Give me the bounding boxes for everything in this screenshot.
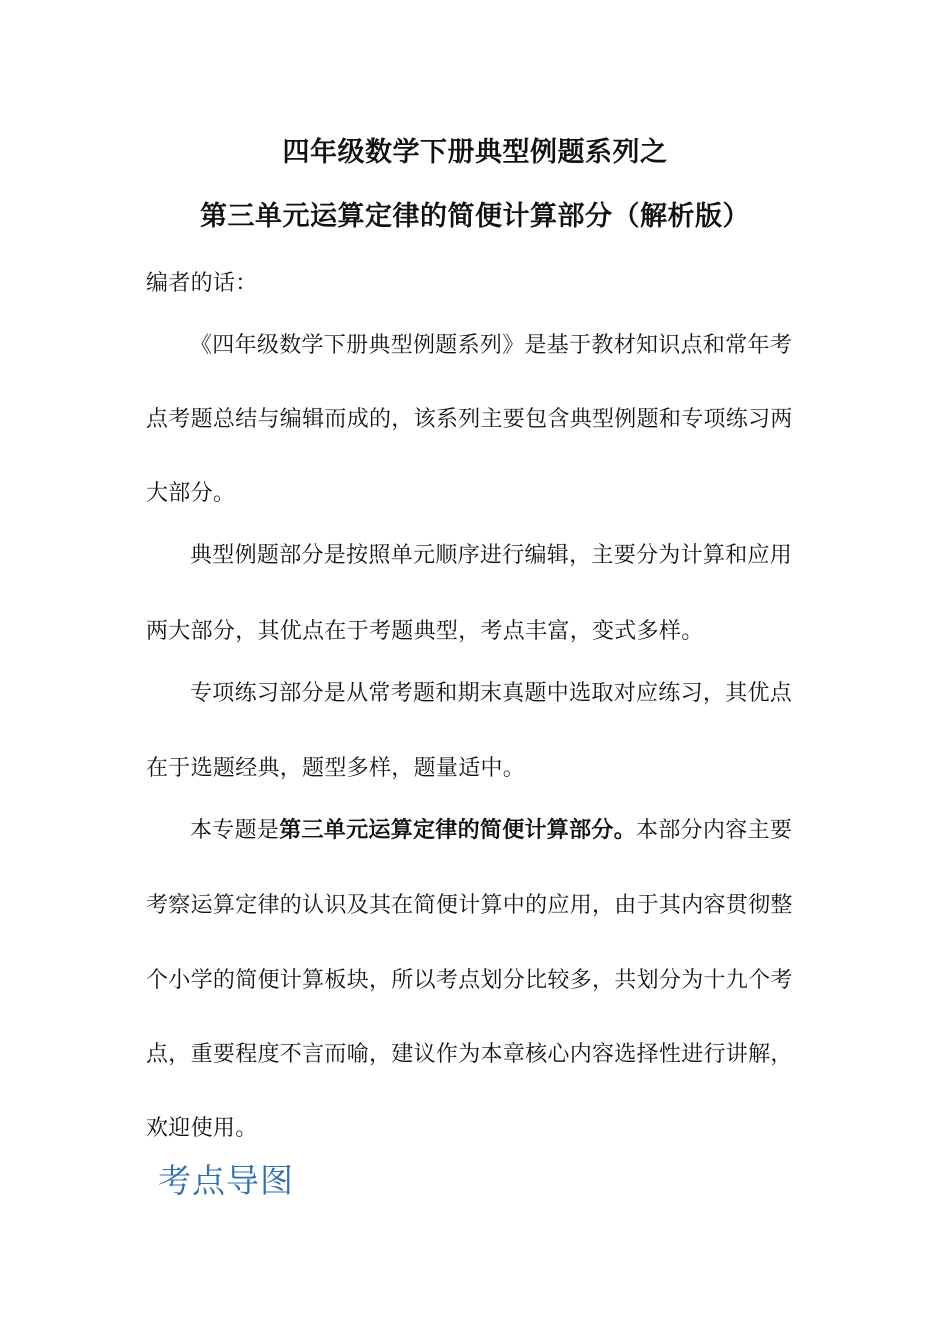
paragraph-4-emphasis: 第三单元运算定律的简便计算部分。 — [279, 818, 637, 843]
paragraph-4-line-5: 欢迎使用。 — [146, 1116, 258, 1141]
paragraph-4-suffix: 本部分内容主要 — [636, 818, 793, 843]
paragraph-2-line-1: 典型例题部分是按照单元顺序进行编辑，主要分为计算和应用 — [190, 543, 793, 568]
paragraph-1-line-1: 《四年级数学下册典型例题系列》是基于教材知识点和常年考 — [190, 333, 793, 358]
paragraph-4-line-2: 考察运算定律的认识及其在简便计算中的应用，由于其内容贯彻整 — [146, 893, 793, 918]
paragraph-3-line-1: 专项练习部分是从常考题和期末真题中选取对应练习，其优点 — [190, 681, 793, 706]
paragraph-4-line-3: 个小学的简便计算板块，所以考点划分比较多，共划分为十九个考 — [146, 968, 793, 993]
section-heading: 考点导图 — [158, 1161, 294, 1200]
paragraph-4-line-1 — [190, 816, 792, 846]
preface-label: 编者的话： — [146, 271, 258, 296]
paragraph-4-prefix: 本专题是 — [190, 818, 280, 843]
paragraph-2-line-2: 两大部分，其优点在于考题典型，考点丰富，变式多样。 — [146, 619, 704, 644]
document-title-line-1: 四年级数学下册典型例题系列之 — [282, 137, 668, 168]
paragraph-1-line-2: 点考题总结与编辑而成的，该系列主要包含典型例题和专项练习两 — [146, 407, 793, 432]
paragraph-3-line-2: 在于选题经典，题型多样，题量适中。 — [146, 756, 526, 781]
paragraph-1-line-3: 大部分。 — [146, 481, 236, 506]
document-title-line-2: 第三单元运算定律的简便计算部分（解析版） — [200, 201, 750, 232]
paragraph-4-line-4: 点，重要程度不言而喻，建议作为本章核心内容选择性进行讲解， — [146, 1042, 793, 1067]
